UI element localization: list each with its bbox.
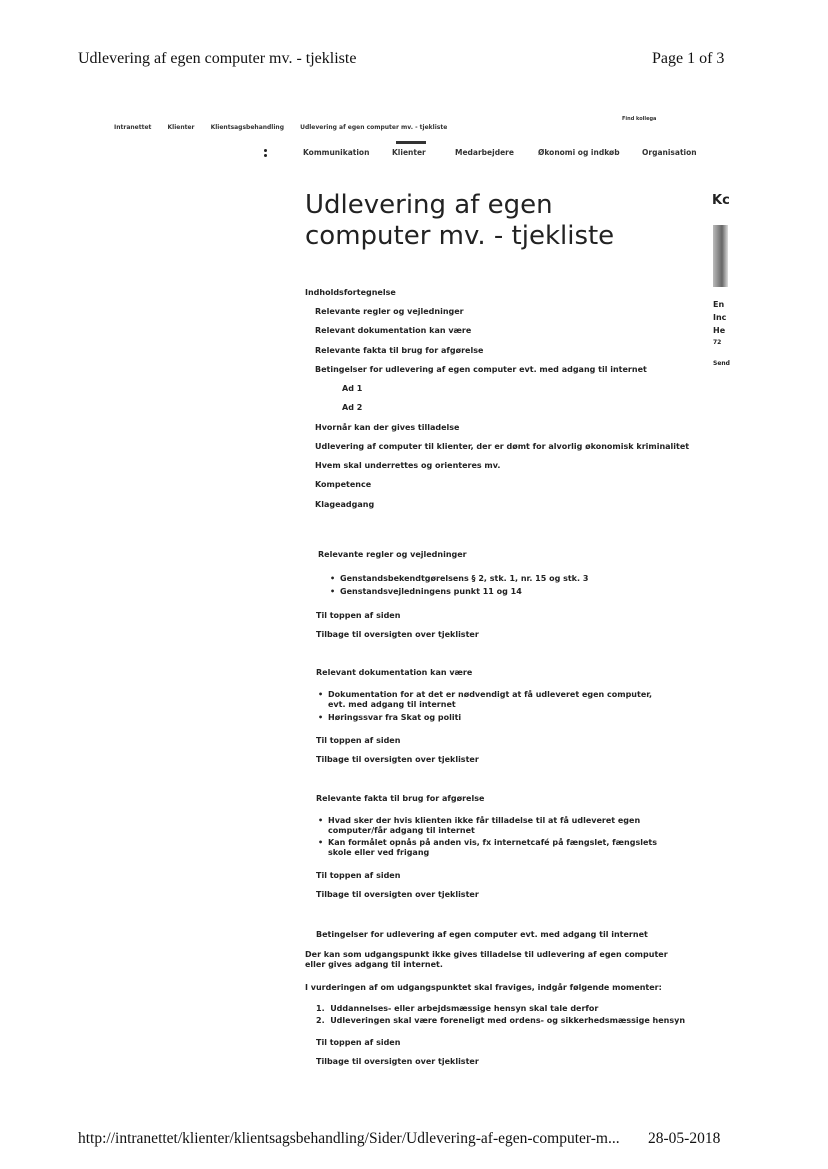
sidebar-contact-photo (713, 225, 728, 287)
section-heading: Relevante fakta til brug for afgørelse (316, 794, 485, 803)
section-heading: Relevante regler og vejledninger (318, 550, 467, 559)
toc-item[interactable]: Ad 1 (342, 384, 363, 393)
find-kollega-link[interactable]: Find kollega (622, 116, 657, 122)
list-item: • Dokumentation for at det er nødvendigt at få udleveret egen computer, evt. med adgang til internet (328, 690, 668, 710)
section-paragraph: Der kan som udgangspunkt ikke gives tilladelse til udlevering af egen computer eller gives adgang til internet. (305, 950, 668, 969)
nav-item-kommunikation[interactable]: Kommunikation (303, 148, 370, 157)
toc-item[interactable]: Udlevering af computer til klienter, der er dømt for alvorlig økonomisk kriminalitet (315, 442, 690, 451)
section-heading: Relevant dokumentation kan være (316, 668, 473, 677)
section-heading: Betingelser for udlevering af egen computer evt. med adgang til internet (316, 930, 648, 939)
active-nav-indicator (396, 141, 426, 144)
section-paragraph: I vurderingen af om udgangspunktet skal fraviges, indgår følgende momenter: (305, 983, 662, 992)
back-to-overview-link[interactable]: Tilbage til oversigten over tjeklister (316, 890, 479, 899)
breadcrumb-item-klientsagsbehandling[interactable]: Klientsagsbehandling (210, 124, 284, 131)
print-page-number: Page 1 of 3 (652, 50, 725, 67)
numbered-item-text: Uddannelses- eller arbejdsmæssige hensyn skal tale derfor (330, 1004, 599, 1013)
to-top-link[interactable]: Til toppen af siden (316, 736, 401, 745)
sidebar-line: 72 (713, 339, 722, 346)
numbered-item: 2. Udleveringen skal være foreneligt med ordens- og sikkerhedsmæssige hensyn (316, 1016, 686, 1025)
toc-heading: Indholdsfortegnelse (305, 288, 396, 297)
list-item: • Kan formålet opnås på anden vis, fx internetcafé på fængslet, fængslets skole eller ved frigang (328, 838, 668, 858)
nav-item-klienter[interactable]: Klienter (392, 148, 426, 157)
menu-dots-icon[interactable] (264, 147, 270, 161)
print-footer-date: 28-05-2018 (648, 1130, 721, 1147)
print-footer-url: http://intranettet/klienter/klientsagsbehandling/Sider/Udlevering-af-egen-computer-m... (78, 1130, 620, 1147)
numbered-item: 1. Uddannelses- eller arbejdsmæssige hensyn skal tale derfor (316, 1004, 599, 1013)
back-to-overview-link[interactable]: Tilbage til oversigten over tjeklister (316, 755, 479, 764)
sidebar-line: En (713, 300, 725, 309)
sidebar-send-link[interactable]: Send (713, 360, 730, 367)
toc-item[interactable]: Relevant dokumentation kan være (315, 326, 472, 335)
list-item: • Hvad sker der hvis klienten ikke får tilladelse til at få udleveret egen computer/får adgang til internet (328, 816, 668, 836)
sidebar-line: He (713, 326, 726, 335)
sidebar-heading: Kc (712, 193, 730, 208)
breadcrumb-item-intranettet[interactable]: Intranettet (114, 124, 152, 131)
toc-item[interactable]: Relevante fakta til brug for afgørelse (315, 346, 484, 355)
back-to-overview-link[interactable]: Tilbage til oversigten over tjeklister (316, 630, 479, 639)
list-item: • Genstandsbekendtgørelsens § 2, stk. 1, nr. 15 og stk. 3 (340, 574, 660, 584)
breadcrumb-item-current: Udlevering af egen computer mv. - tjekliste (300, 124, 448, 131)
page-title: Udlevering af egen computer mv. - tjekliste (305, 190, 615, 251)
toc-item[interactable]: Relevante regler og vejledninger (315, 307, 464, 316)
list-item: • Høringssvar fra Skat og politi (328, 713, 668, 723)
print-header-title: Udlevering af egen computer mv. - tjekliste (78, 50, 357, 67)
numbered-item-text: Udleveringen skal være foreneligt med ordens- og sikkerhedsmæssige hensyn (330, 1016, 686, 1025)
sidebar-line: Inc (713, 313, 727, 322)
breadcrumb (114, 124, 461, 131)
back-to-overview-link[interactable]: Tilbage til oversigten over tjeklister (316, 1057, 479, 1066)
to-top-link[interactable]: Til toppen af siden (316, 1038, 401, 1047)
to-top-link[interactable]: Til toppen af siden (316, 611, 401, 620)
list-item: • Genstandsvejledningens punkt 11 og 14 (340, 587, 660, 597)
toc-item[interactable]: Betingelser for udlevering af egen computer evt. med adgang til internet (315, 365, 647, 374)
to-top-link[interactable]: Til toppen af siden (316, 871, 401, 880)
toc-item[interactable]: Hvornår kan der gives tilladelse (315, 423, 460, 432)
toc-item[interactable]: Klageadgang (315, 500, 375, 509)
nav-item-medarbejdere[interactable]: Medarbejdere (455, 148, 514, 157)
toc-item[interactable]: Kompetence (315, 480, 372, 489)
toc-item[interactable]: Ad 2 (342, 403, 363, 412)
breadcrumb-item-klienter[interactable]: Klienter (167, 124, 195, 131)
nav-item-oekonomi[interactable]: Økonomi og indkøb (538, 148, 620, 157)
nav-item-organisation[interactable]: Organisation (642, 148, 697, 157)
toc-item[interactable]: Hvem skal underrettes og orienteres mv. (315, 461, 501, 470)
